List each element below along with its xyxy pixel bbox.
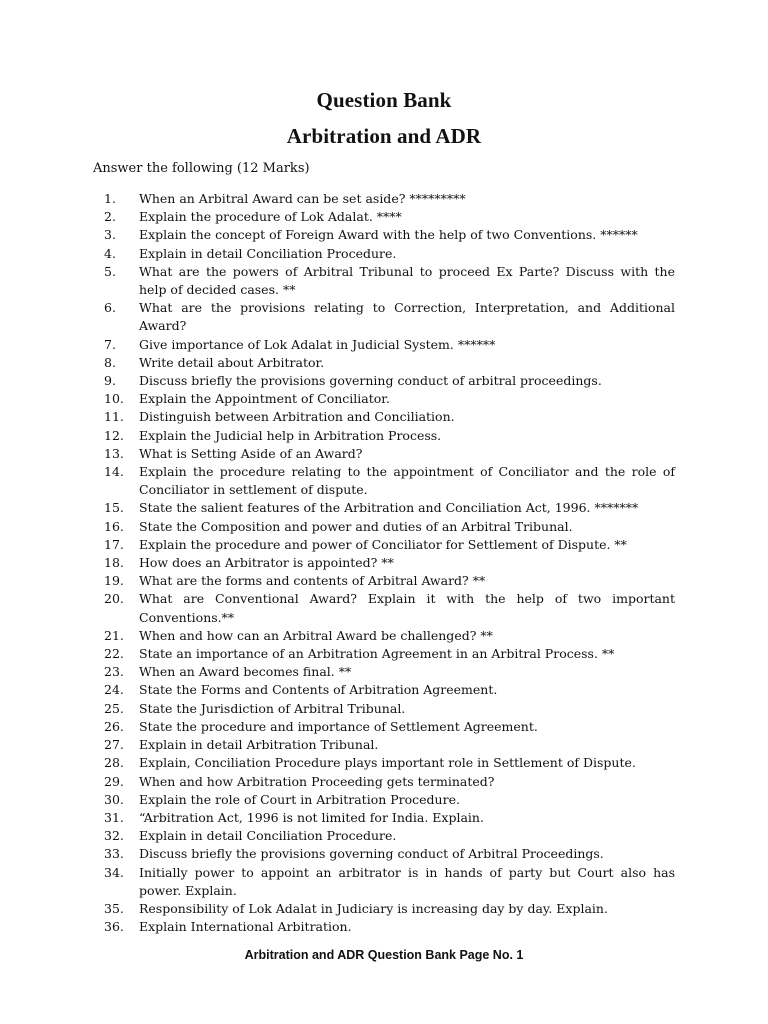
list-item <box>104 645 675 663</box>
question-number: 5. <box>104 263 116 279</box>
question-number: 20. <box>104 591 124 607</box>
question-text: Explain in detail Conciliation Procedure. <box>139 828 397 844</box>
list-item <box>104 554 675 572</box>
question-text: State the Forms and Contents of Arbitration Agreement. <box>139 682 498 698</box>
list-item <box>104 226 675 244</box>
question-text: What are the powers of Arbitral Tribunal to proceed Ex Parte? Discuss with the help of decided cases. ** <box>139 263 675 298</box>
question-number: 24. <box>104 682 124 698</box>
question-text: Explain the role of Court in Arbitration Procedure. <box>139 791 460 807</box>
question-text: State the salient features of the Arbitration and Conciliation Act, 1996. ******* <box>139 500 639 516</box>
question-text: Explain the procedure and power of Conciliator for Settlement of Dispute. ** <box>139 536 627 552</box>
question-text: Initially power to appoint an arbitrator is in hands of party but Court also has power. Explain. <box>139 864 675 898</box>
question-text: Discuss briefly the provisions governing conduct of arbitral proceedings. <box>139 373 602 389</box>
instruction-text: Answer the following (12 Marks) <box>93 161 310 176</box>
question-number: 21. <box>104 627 124 643</box>
question-number: 25. <box>104 700 124 716</box>
question-text: Explain International Arbitration. <box>139 919 352 935</box>
question-number: 16. <box>104 518 124 534</box>
list-item <box>104 736 675 754</box>
question-text: State the procedure and importance of Settlement Agreement. <box>139 718 538 734</box>
question-number: 8. <box>104 354 116 370</box>
question-number: 15. <box>104 500 124 516</box>
question-text: State the Jurisdiction of Arbitral Tribunal. <box>139 700 406 716</box>
list-item <box>104 299 675 335</box>
question-text: “Arbitration Act, 1996 is not limited for India. Explain. <box>139 809 484 825</box>
question-number: 11. <box>104 409 124 425</box>
list-item <box>104 754 675 772</box>
list-item <box>104 518 675 536</box>
question-text: What are Conventional Award? Explain it with the help of two important Conventions.** <box>139 591 675 625</box>
question-text: When an Arbitral Award can be set aside? ********* <box>139 191 466 206</box>
list-item <box>104 700 675 718</box>
question-number: 31. <box>104 809 124 825</box>
question-text: Explain the procedure of Lok Adalat. **** <box>139 209 402 225</box>
page-footer: Arbitration and ADR Question Bank Page No. 1 <box>244 948 524 962</box>
question-number: 1. <box>104 191 116 206</box>
question-text: Explain, Conciliation Procedure plays important role in Settlement of Dispute. <box>139 755 636 771</box>
question-number: 30. <box>104 791 124 807</box>
question-text: Explain the concept of Foreign Award with the help of two Conventions. ****** <box>139 227 638 243</box>
question-text: Write detail about Arbitrator. <box>139 354 325 370</box>
question-number: 22. <box>104 646 124 662</box>
question-number: 3. <box>104 227 116 243</box>
question-list <box>104 190 675 936</box>
list-item <box>104 791 675 809</box>
question-number: 27. <box>104 737 124 753</box>
question-text: State an importance of an Arbitration Agreement in an Arbitral Process. ** <box>139 646 615 662</box>
question-number: 23. <box>104 664 124 680</box>
question-text: Explain in detail Arbitration Tribunal. <box>139 737 379 753</box>
list-item <box>104 773 675 791</box>
list-item <box>104 900 675 918</box>
list-item <box>104 336 675 354</box>
question-text: When an Award becomes final. ** <box>139 664 352 680</box>
question-number: 28. <box>104 755 124 771</box>
question-number: 36. <box>104 919 124 935</box>
list-item <box>104 208 675 226</box>
list-item <box>104 681 675 699</box>
question-text: When and how Arbitration Proceeding gets terminated? <box>139 773 495 789</box>
page-title: Question Bank <box>316 88 452 112</box>
question-number: 29. <box>104 773 124 789</box>
question-number: 13. <box>104 445 124 461</box>
question-number: 17. <box>104 536 124 552</box>
question-text: State the Composition and power and duties of an Arbitral Tribunal. <box>139 518 573 534</box>
question-text: Explain the Appointment of Conciliator. <box>139 391 390 407</box>
question-number: 4. <box>104 245 116 261</box>
question-number: 33. <box>104 846 124 862</box>
question-number: 26. <box>104 718 124 734</box>
question-text: Explain in detail Conciliation Procedure. <box>139 245 397 261</box>
question-number: 35. <box>104 900 124 916</box>
list-item <box>104 864 675 900</box>
list-item <box>104 408 675 426</box>
question-text: When and how can an Arbitral Award be challenged? ** <box>139 627 493 643</box>
question-number: 19. <box>104 573 124 589</box>
list-item <box>104 354 675 372</box>
question-number: 18. <box>104 555 124 571</box>
list-item <box>104 190 675 208</box>
list-item <box>104 718 675 736</box>
question-number: 32. <box>104 828 124 844</box>
question-number: 2. <box>104 209 116 225</box>
list-item <box>104 845 675 863</box>
page-subtitle: Arbitration and ADR <box>286 124 482 148</box>
list-item <box>104 427 675 445</box>
question-number: 6. <box>104 300 116 316</box>
question-text: Responsibility of Lok Adalat in Judiciary is increasing day by day. Explain. <box>139 900 608 916</box>
list-item <box>104 590 675 626</box>
question-text: Distinguish between Arbitration and Conciliation. <box>139 409 455 425</box>
list-item <box>104 463 675 499</box>
question-number: 10. <box>104 391 124 407</box>
question-number: 14. <box>104 464 124 480</box>
question-number: 12. <box>104 427 124 443</box>
list-item <box>104 245 675 263</box>
question-text: What are the forms and contents of Arbitral Award? ** <box>139 573 486 589</box>
list-item <box>104 372 675 390</box>
list-item <box>104 827 675 845</box>
question-text: Explain the Judicial help in Arbitration Process. <box>139 427 442 443</box>
question-text: Give importance of Lok Adalat in Judicial System. ****** <box>139 336 496 352</box>
question-text: Explain the procedure relating to the appointment of Conciliator and the role of Conciliator in settlement of dispute. <box>139 464 675 498</box>
question-number: 9. <box>104 373 116 389</box>
question-text: Discuss briefly the provisions governing conduct of Arbitral Proceedings. <box>139 846 604 862</box>
list-item <box>104 572 675 590</box>
list-item <box>104 263 675 299</box>
question-text: What are the provisions relating to Correction, Interpretation, and Additional Award? <box>139 300 675 334</box>
list-item <box>104 627 675 645</box>
question-number: 34. <box>104 864 124 880</box>
question-number: 7. <box>104 336 116 352</box>
list-item <box>104 918 675 936</box>
question-text: What is Setting Aside of an Award? <box>139 445 363 461</box>
list-item <box>104 390 675 408</box>
list-item <box>104 663 675 681</box>
list-item <box>104 809 675 827</box>
question-text: How does an Arbitrator is appointed? ** <box>139 555 394 571</box>
list-item <box>104 445 675 463</box>
list-item <box>104 536 675 554</box>
list-item <box>104 499 675 517</box>
